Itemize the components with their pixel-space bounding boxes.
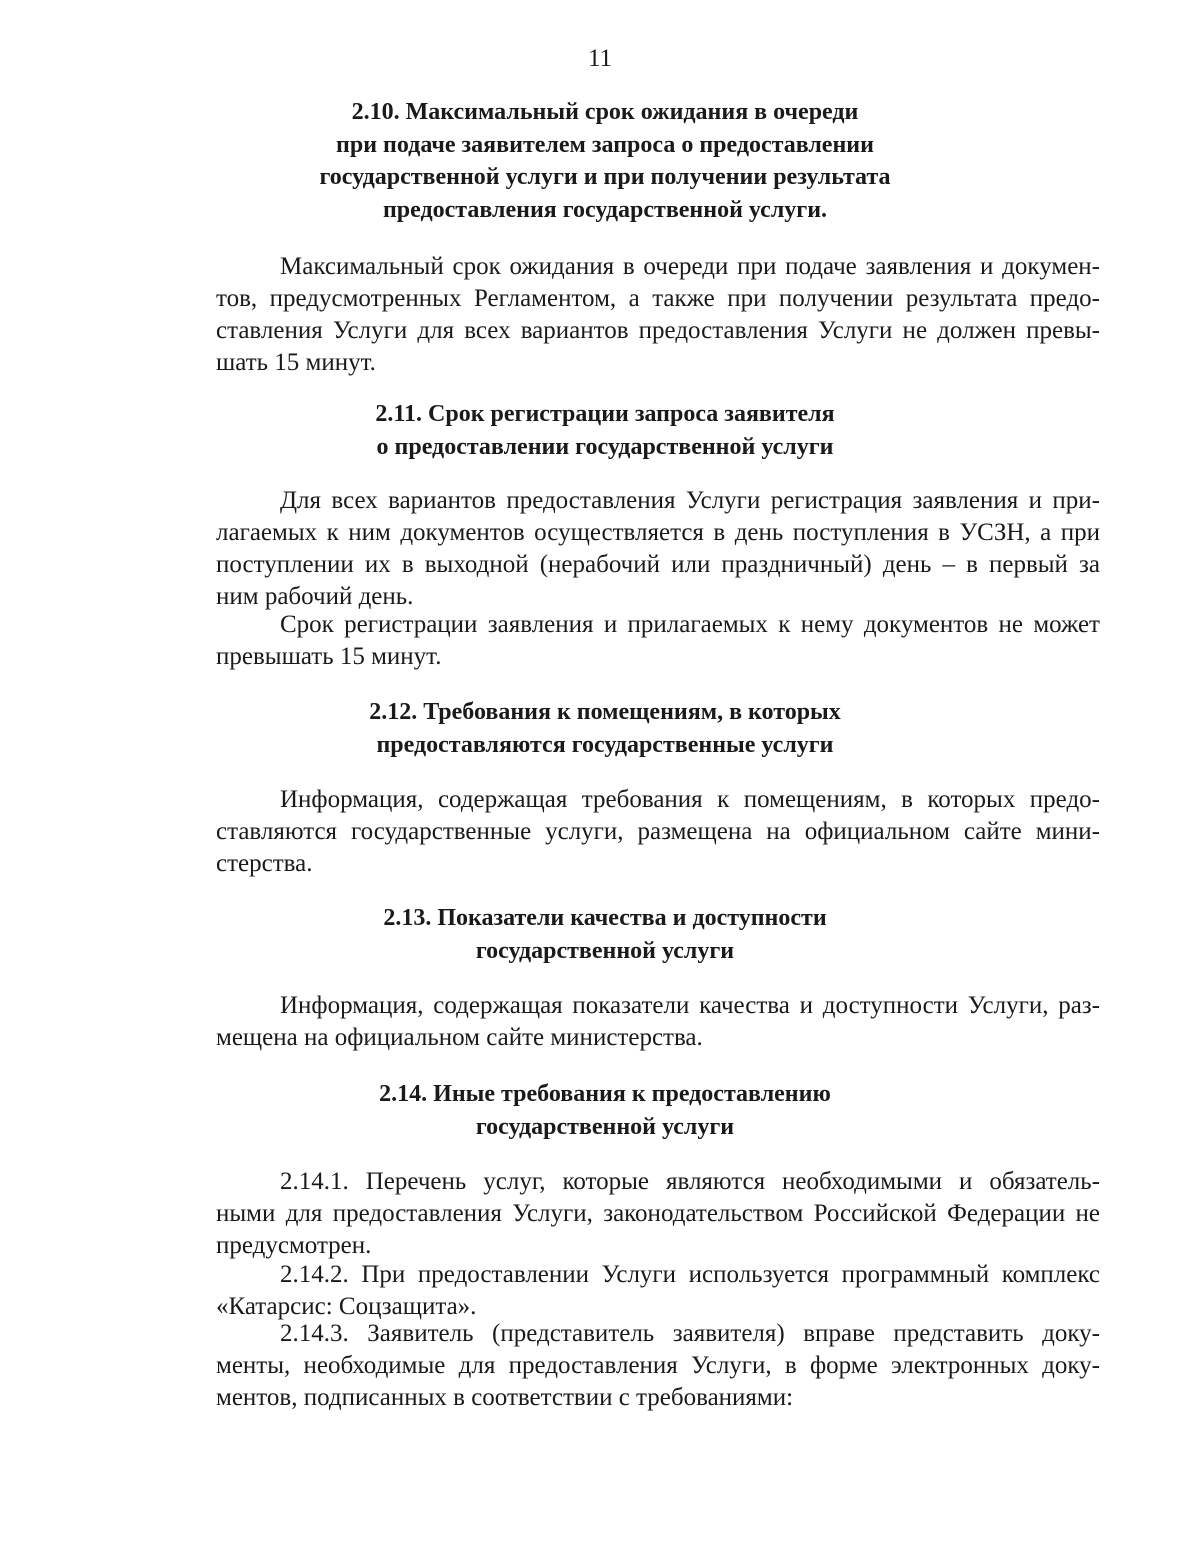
text-line: ными для предоставления Услуги, законодательством Российской Федерации не [216,1200,1100,1227]
text-line: Информация, содержащая требования к помещениям, в которых предо- [280,786,1100,813]
text-line: Максимальный срок ожидания в очереди при подаче заявления и докумен- [280,253,1100,280]
text-line: ставляются государственные услуги, размещена на официальном сайте мини- [216,818,1100,845]
paragraph [216,990,1100,1054]
heading-line: предоставляются государственные услуги [376,731,834,758]
paragraph [216,784,1100,880]
paragraph [216,1259,1100,1323]
text-line: Для всех вариантов предоставления Услуги регистрация заявления и при- [280,487,1100,514]
section-heading-2-11 [300,398,910,463]
paragraph [216,251,1100,379]
text-line: ним рабочий день. [216,583,414,610]
heading-line: предоставления государственной услуги. [382,196,828,223]
section-heading-2-14 [300,1078,910,1143]
paragraph [216,609,1100,673]
text-line: тов, предусмотренных Регламентом, а также при получении результата предо- [216,285,1100,312]
text-line: предусмотрен. [216,1232,372,1259]
text-line: менты, необходимые для предоставления Услуги, в форме электронных доку- [216,1352,1100,1379]
heading-line: государственной услуги [475,937,735,964]
text-line: 2.14.1. Перечень услуг, которые являются необходимыми и обязатель- [280,1168,1100,1195]
heading-line: 2.10. Максимальный срок ожидания в очереди [351,99,859,125]
text-line: 2.14.3. Заявитель (представитель заявителя) вправе представить доку- [280,1320,1100,1347]
text-line: лагаемых к ним документов осуществляется в день поступления в УСЗН, а при [216,519,1100,546]
text-line: Информация, содержащая показатели качества и доступности Услуги, раз- [280,992,1100,1019]
text-line: стерства. [216,850,313,877]
heading-line: 2.12. Требования к помещениям, в которых [369,699,841,725]
text-line: ставления Услуги для всех вариантов предоставления Услуги не должен превы- [216,317,1100,344]
paragraph [216,1166,1100,1262]
text-line: поступлении их в выходной (нерабочий или праздничный) день – в первый за [216,551,1100,578]
heading-line: при подаче заявителем запроса о предоставлении [336,131,874,158]
page-number: 11 [587,45,613,72]
section-heading-2-12 [300,696,910,761]
paragraph [216,485,1100,613]
heading-line: государственной услуги и при получении результата [319,164,891,190]
heading-line: 2.11. Срок регистрации запроса заявителя [375,401,835,427]
text-line: 2.14.2. При предоставлении Услуги используется программный комплекс [280,1261,1100,1288]
text-line: мещена на официальном сайте министерства. [216,1024,703,1051]
heading-line: 2.13. Показатели качества и доступности [383,905,827,931]
paragraph [216,1318,1100,1414]
text-line: превышать 15 минут. [216,643,442,670]
heading-line: 2.14. Иные требования к предоставлению [379,1081,831,1107]
text-line: шать 15 минут. [216,349,376,376]
text-line: «Катарсис: Соцзащита». [216,1293,477,1320]
text-line: Срок регистрации заявления и прилагаемых к нему документов не может [280,611,1100,638]
section-heading-2-13 [300,902,910,967]
section-heading-2-10 [300,96,910,226]
text-line: ментов, подписанных в соответствии с требованиями: [216,1384,794,1411]
heading-line: о предоставлении государственной услуги [376,433,834,460]
heading-line: государственной услуги [475,1113,735,1140]
